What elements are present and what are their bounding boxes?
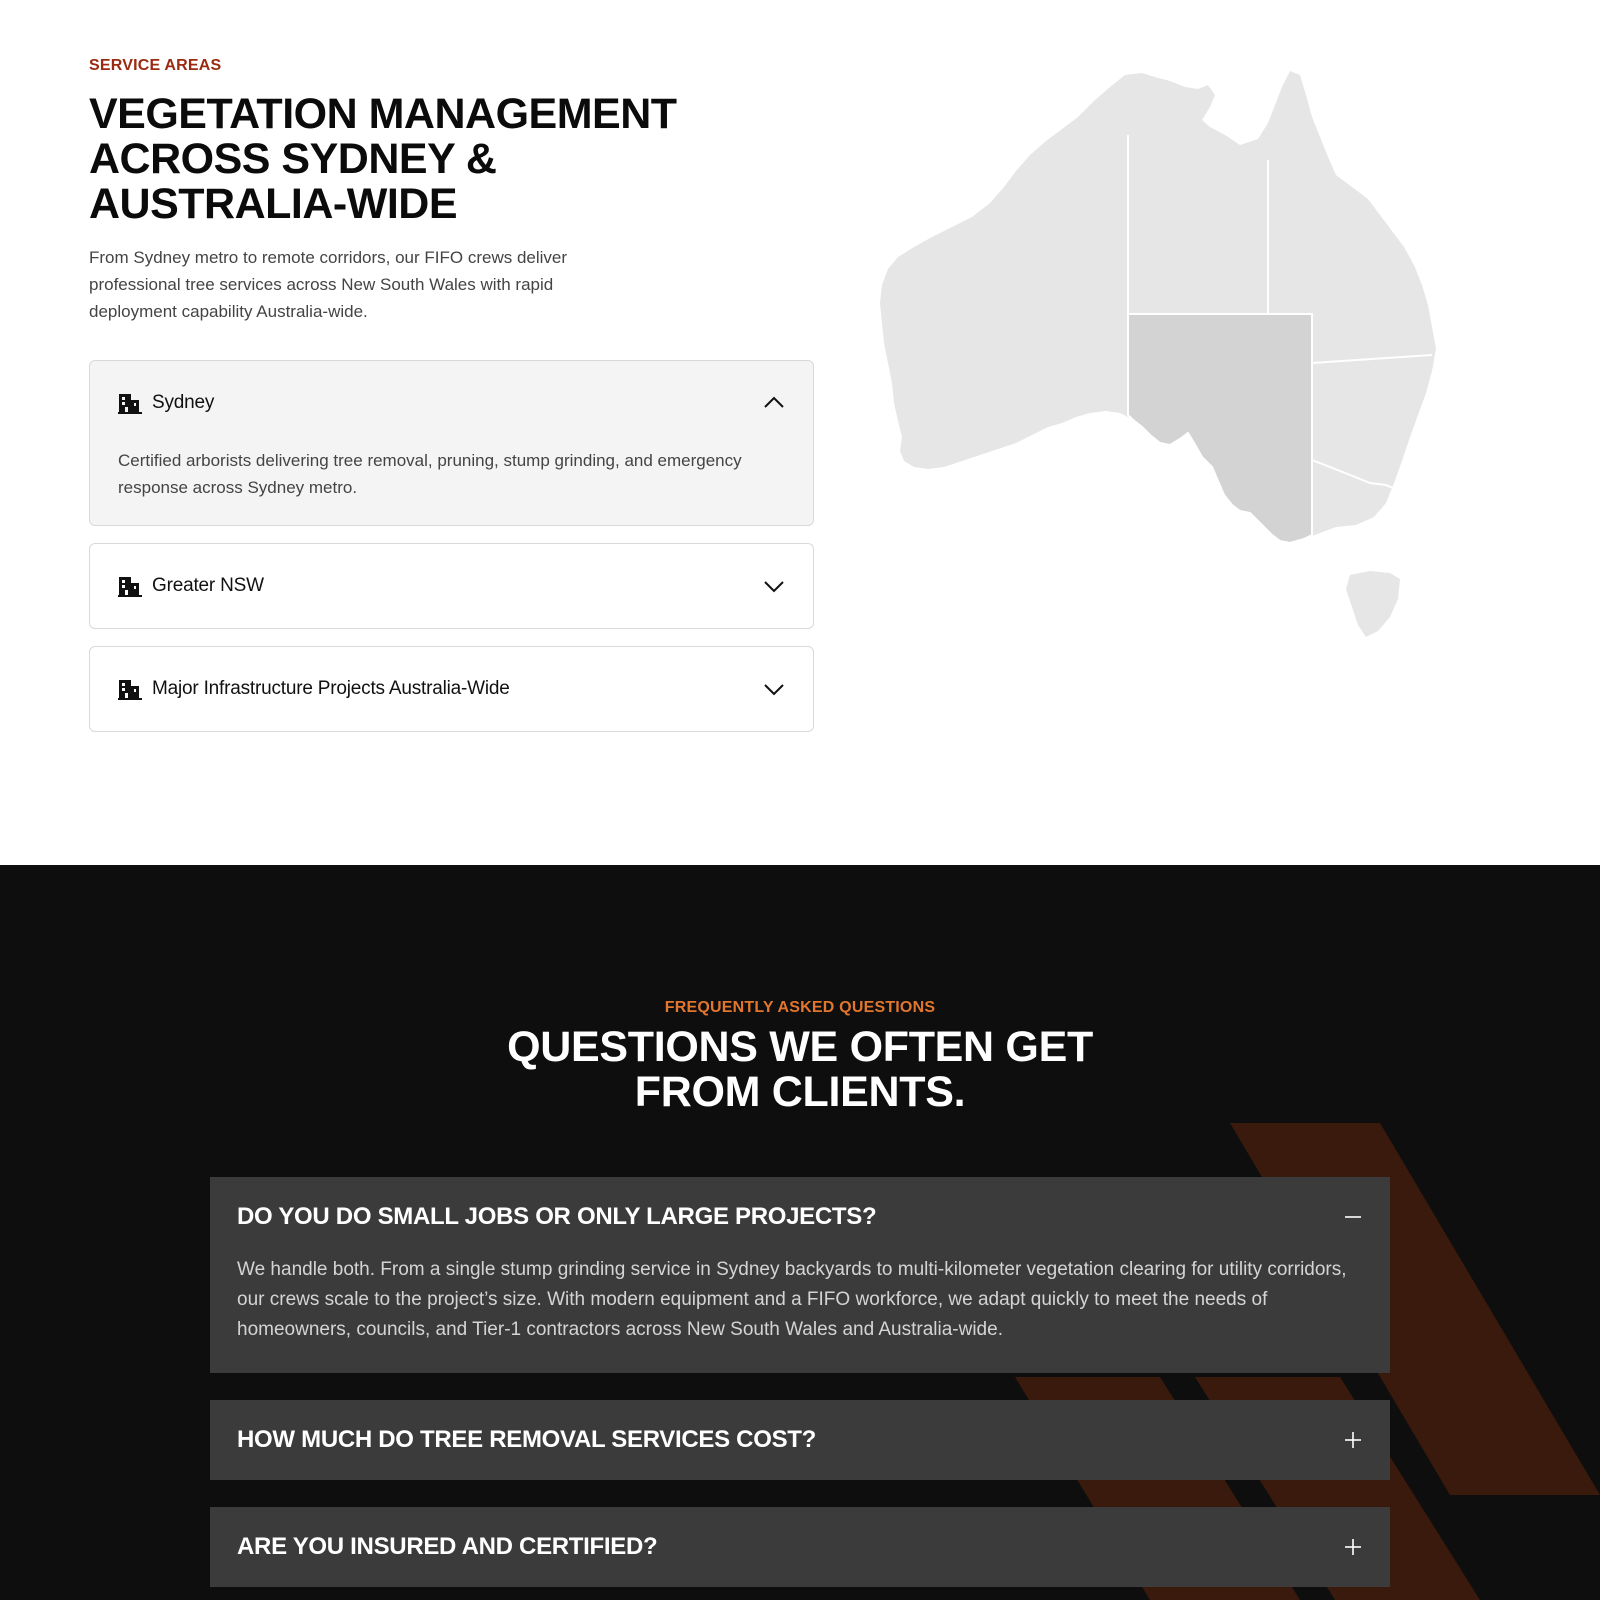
- plus-icon[interactable]: [1343, 1537, 1363, 1557]
- faq-item-small-jobs[interactable]: [210, 1177, 1390, 1373]
- area-accordion-label: Major Infrastructure Projects Australia-Wide: [152, 678, 510, 699]
- building-icon: [118, 392, 142, 414]
- area-accordion-sydney[interactable]: [89, 360, 814, 526]
- service-areas-eyebrow: SERVICE AREAS: [89, 57, 222, 74]
- faq-question-header[interactable]: [237, 1400, 1363, 1480]
- faq-question: HOW MUCH DO TREE REMOVAL SERVICES COST?: [237, 1426, 817, 1453]
- faq-question: DO YOU DO SMALL JOBS OR ONLY LARGE PROJECTS?: [237, 1203, 877, 1230]
- map-mainland: [880, 71, 1436, 543]
- area-accordion-greater-nsw[interactable]: [89, 543, 814, 629]
- area-accordion-header[interactable]: [118, 544, 785, 628]
- area-accordion-body: Certified arborists delivering tree removal, pruning, stump grinding, and emergency response across Sydney metro.: [118, 451, 742, 497]
- faq-title: [0, 1025, 1600, 1115]
- faq-question-header[interactable]: [237, 1507, 1363, 1587]
- area-accordion-header[interactable]: [118, 647, 785, 731]
- area-accordion-label: Sydney: [152, 392, 215, 413]
- area-accordion-infrastructure[interactable]: [89, 646, 814, 732]
- faq-question-header[interactable]: [237, 1177, 1363, 1257]
- service-areas-title: [89, 92, 709, 227]
- faq-title-line: FROM CLIENTS.: [634, 1068, 966, 1116]
- chevron-up-icon[interactable]: [763, 393, 785, 413]
- faq-title-line: QUESTIONS WE OFTEN GET: [507, 1023, 1093, 1071]
- faq-answer: We handle both. From a single stump grinding service in Sydney backyards to multi-kilometer vegetation clearing for utility corridors, our crews scale to the project’s size. With modern equipment and a FIFO workforce, we adapt quickly to meet the needs of homeowners, councils, and Tier-1 contractors across New South Wales and Australia-wide.: [237, 1259, 1347, 1340]
- minus-icon[interactable]: [1343, 1207, 1363, 1227]
- service-areas-description: From Sydney metro to remote corridors, our FIFO crews deliver professional tree services across New South Wales with rapid deployment capability Australia-wide.: [89, 248, 568, 321]
- service-areas-title-line: ACROSS SYDNEY &: [89, 135, 497, 183]
- map-south-australia: [1128, 314, 1312, 543]
- plus-icon[interactable]: [1343, 1430, 1363, 1450]
- faq-item-cost[interactable]: [210, 1400, 1390, 1480]
- map-tasmania: [1346, 571, 1400, 637]
- chevron-down-icon[interactable]: [763, 576, 785, 596]
- service-areas-title-line: VEGETATION MANAGEMENT: [89, 90, 677, 138]
- building-icon: [118, 575, 142, 597]
- faq-item-insured[interactable]: [210, 1507, 1390, 1587]
- faq-question: ARE YOU INSURED AND CERTIFIED?: [237, 1533, 658, 1560]
- chevron-down-icon[interactable]: [763, 679, 785, 699]
- faq-eyebrow: FREQUENTLY ASKED QUESTIONS: [664, 999, 936, 1016]
- area-accordion-label: Greater NSW: [152, 575, 264, 596]
- australia-map: [880, 65, 1520, 665]
- service-areas-title-line: AUSTRALIA-WIDE: [89, 180, 458, 228]
- faq-section: [0, 865, 1600, 1600]
- building-icon: [118, 678, 142, 700]
- area-accordion-header[interactable]: [118, 361, 785, 445]
